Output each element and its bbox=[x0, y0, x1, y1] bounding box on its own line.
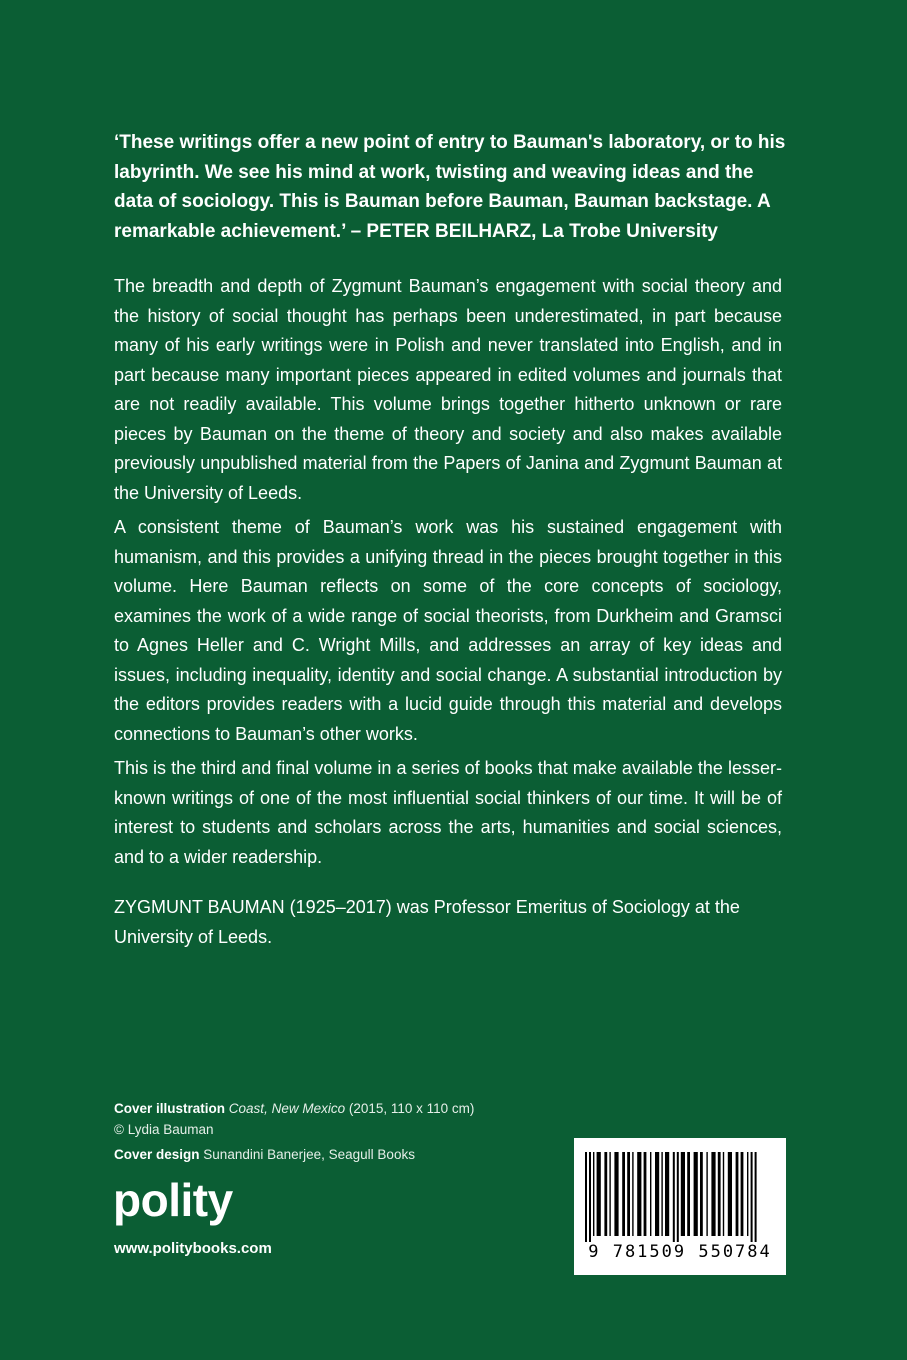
author-bio: ZYGMUNT BAUMAN (1925–2017) was Professor Emeritus of Sociology at the University of Leeds. bbox=[114, 897, 740, 947]
publisher-url: www.politybooks.com bbox=[114, 1240, 272, 1257]
design-credit bbox=[114, 1144, 474, 1165]
design-value: Sunandini Banerjee, Seagull Books bbox=[203, 1147, 415, 1162]
endorsement-quote: ‘These writings offer a new point of entry to Bauman's laboratory, or to his labyrinth. We see his mind at work, twisting and weaving ideas and the data of sociology. This is Bauman before Bauman, Bauman backstage. A remarkable achievement.’ – PETER BEILHARZ, La Trobe University bbox=[114, 132, 786, 242]
book-description bbox=[114, 272, 782, 877]
illustration-title: Coast, New Mexico bbox=[228, 1101, 346, 1116]
description-paragraph-2: A consistent theme of Bauman’s work was his sustained engagement with humanism, and this provides a unifying thread in the pieces brought together in this volume. Here Bauman reflects on some of the core concepts of sociology, examines the work of a wide range of social theorists, from Durkheim and Gramsci to Agnes Heller and C. Wright Mills, and addresses an array of key ideas and issues, including inequality, identity and social change. A substantial introduction by the editors provides readers with a lucid guide through this material and develops connections to Bauman’s other works. bbox=[114, 517, 782, 744]
isbn-number: 9 781509 550784 bbox=[588, 1242, 772, 1262]
illustration-copyright: © Lydia Bauman bbox=[114, 1122, 214, 1137]
description-paragraph-1: The breadth and depth of Zygmunt Bauman’s engagement with social theory and the history of social thought has perhaps been underestimated, in part because many of his early writings were in Polish and never translated into English, and in part because many important pieces appeared in edited volumes and journals that are not readily available. This volume brings together hitherto unknown or rare pieces by Bauman on the theme of theory and society and also makes available previously unpublished material from the Papers of Janina and Zygmunt Bauman at the University of Leeds. bbox=[114, 276, 782, 503]
illustration-credit bbox=[114, 1098, 474, 1119]
illustration-detail: (2015, 110 x 110 cm) bbox=[348, 1101, 475, 1116]
barcode-bars bbox=[583, 1152, 777, 1242]
illustration-label: Cover illustration bbox=[114, 1101, 226, 1116]
cover-credits bbox=[114, 1098, 474, 1165]
design-label: Cover design bbox=[114, 1147, 200, 1162]
description-paragraph-3: This is the third and final volume in a series of books that make available the lesser-known writings of one of the most influential social thinkers of our time. It will be of interest to students and scholars across the arts, humanities and social sciences, and to a wider readership. bbox=[114, 758, 782, 867]
isbn-barcode bbox=[574, 1138, 786, 1275]
polity-logo: polity bbox=[113, 1174, 233, 1226]
